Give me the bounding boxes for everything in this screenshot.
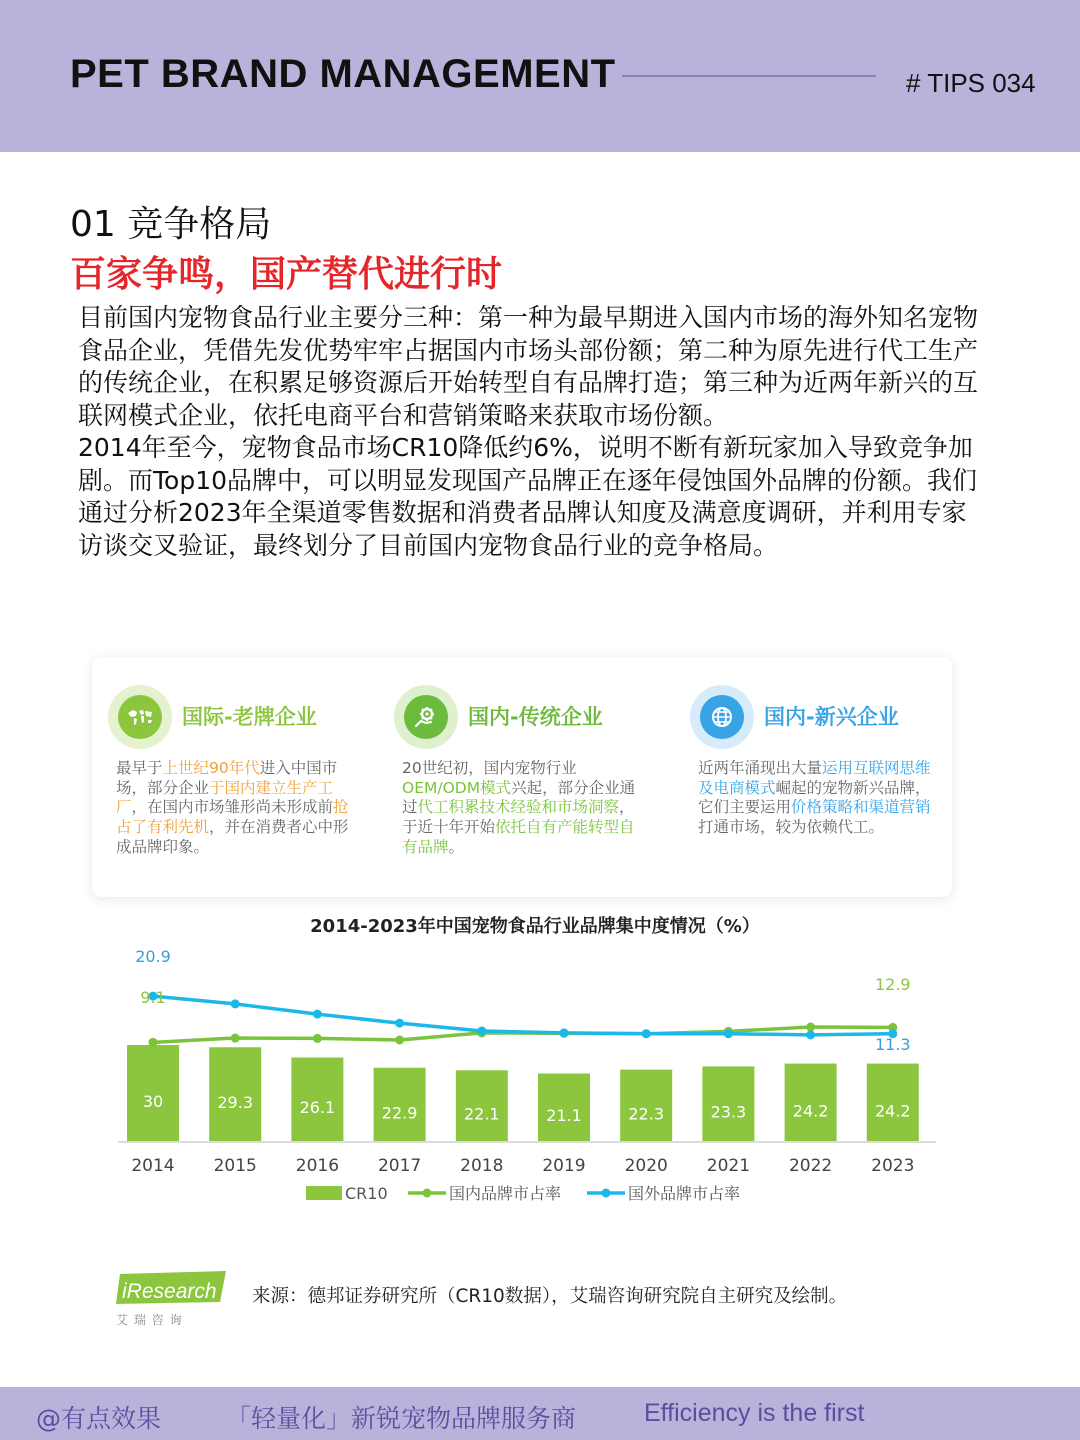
segment-title: 国内-新兴企业 [764,705,899,729]
bar-value-label: 22.9 [381,1103,418,1123]
bar-value-label: 24.2 [874,1101,911,1121]
legend-label: 国外品牌市占率 [628,1184,741,1203]
x-tick-label: 2023 [871,1156,915,1176]
bar-value-label: 21.1 [546,1106,582,1126]
description-text: ，在国内市场雏形尚未形成前 [131,798,334,817]
domestic-share-point [231,1034,240,1043]
foreign-share-point [806,1030,815,1039]
segment-description [116,759,360,858]
foreign-share-point [313,1010,322,1019]
x-tick-label: 2016 [295,1156,340,1176]
segment-icon-ring [394,685,458,749]
iresearch-logo [116,1270,228,1334]
domestic-share-label: 12.9 [874,975,911,994]
footer-handle: @有点效果 [36,1404,162,1433]
gear-hand-icon [404,695,448,739]
segment-title: 国内-传统企业 [468,705,603,729]
bar-value-label: 22.1 [463,1104,500,1124]
segment-title: 国际-老牌企业 [182,705,317,729]
highlight-text: OEM/ODM模式 [402,778,512,797]
footer-slogan: 「轻量化」新锐宠物品牌服务商 [226,1404,577,1433]
foreign-share-label: 20.9 [135,947,171,966]
body-paragraph: 目前国内宠物食品行业主要分三种：第一种为最早期进入国内市场的海外知名宠物食品企业，凭借先发优势牢牢占据国内市场头部份额；第二种为原先进行代工生产的传统企业，在积累足够资源后开始转型自有品牌打造；第三种为近两年新兴的互联网模式企业，依托电商平台和营销策略来获取市场份额。 [78,303,979,430]
body-paragraph: 2014年至今，宠物食品市场CR10降低约6%，说明不断有新玩家加入导致竞争加剧。而Top10品牌中，可以明显发现国产品牌正在逐年侵蚀国外品牌的份额。我们通过分析2023年全渠道零售数据和消费者品牌认知度及满意度调研，并利用专家访谈交叉验证，最终划分了目前国内宠物食品行业的竞争格局。 [78,433,978,560]
segment-icon-ring [108,685,172,749]
segment-description [698,759,942,838]
bar-value-label: 30 [142,1092,164,1111]
x-tick-label: 2014 [131,1156,175,1176]
x-tick-label: 2018 [460,1156,504,1176]
x-tick-label: 2022 [788,1156,833,1176]
world-map-icon [118,695,162,739]
globe-icon [700,695,744,739]
domestic-share-point [395,1035,404,1044]
bar-value-label: 29.3 [217,1093,254,1113]
description-text: 。 [448,837,465,856]
description-text: 最早于 [116,759,163,777]
legend-marker-domestic [423,1189,432,1198]
header-divider [622,75,876,77]
logo-subtext: 艾 瑞 咨 询 [116,1313,183,1327]
description-text: 近两年涌现出大量 [698,759,823,777]
section-subheading: 百家争鸣，国产替代进行时 [70,254,503,295]
foreign-share-point [724,1029,733,1038]
bar-value-label: 24.2 [792,1101,829,1121]
bar-value-label: 26.1 [299,1098,336,1118]
x-tick-label: 2015 [213,1156,257,1176]
concentration-chart [0,930,1080,1220]
foreign-share-point [642,1029,651,1038]
segments-card [92,657,952,897]
description-text: ，并在消费者心中形成品牌印象。 [116,818,349,856]
description-text: 打通市场，较为依赖代工。 [698,818,885,837]
segment-icon-ring [690,685,754,749]
domestic-share-point [313,1034,322,1043]
domestic-share-point [149,1038,158,1047]
segment-description [402,759,646,858]
highlight-text: 代工积累技术经验和市场洞察 [417,798,620,817]
domestic-share-label: 9.1 [140,988,166,1007]
highlight-text: 上世纪90年代 [162,759,260,777]
chart-title: 2014-2023年中国宠物食品行业品牌集中度情况（%） [310,916,760,937]
description-text: 兴起，部分企业通过 [402,778,636,817]
footer-motto: Efficiency is the first [644,1399,865,1427]
description-text: 进入中国市场，部分企业 [116,759,338,797]
bar-value-label: 22.3 [628,1104,665,1124]
legend-marker-foreign [602,1189,611,1198]
description-text: ，于近十年开始 [402,798,635,837]
highlight-text: 抢占了有利先机 [116,798,349,837]
x-tick-label: 2020 [624,1156,668,1176]
foreign-share-label: 11.3 [874,1035,911,1054]
description-text: 崛起的宠物新兴品牌，它们主要运用 [698,778,931,817]
highlight-text: 价格策略和渠道营销 [791,798,931,817]
body-text [78,302,978,562]
highlight-text: 运用互联网思维及电商模式 [698,759,931,797]
foreign-share-point [477,1026,486,1035]
source-note: 来源：德邦证券研究所（CR10数据），艾瑞咨询研究院自主研究及绘制。 [252,1286,848,1307]
foreign-share-point [231,999,240,1008]
highlight-text: 依托自有产能转型自有品牌 [402,818,635,856]
legend-label: CR10 [345,1184,388,1203]
foreign-share-point [395,1019,404,1028]
section-heading: 01 竞争格局 [70,204,272,245]
x-tick-label: 2017 [377,1156,422,1176]
legend-label: 国内品牌市占率 [449,1184,562,1203]
tips-tag: # TIPS 034 [906,68,1036,98]
foreign-share-point [560,1028,569,1037]
description-text: 20世纪初，国内宠物行业 [402,759,577,777]
header-band [0,0,1080,152]
legend-swatch-cr10 [306,1186,342,1200]
x-tick-label: 2021 [706,1156,751,1176]
bar-value-label: 23.3 [710,1102,747,1122]
logo-wordmark: iResearch [122,1280,217,1303]
x-tick-label: 2019 [542,1156,586,1176]
highlight-text: 于国内建立生产工厂 [116,778,334,817]
footer-band [0,1387,1080,1440]
brand-title: PET BRAND MANAGEMENT [70,52,616,96]
domestic-share-point [806,1023,815,1032]
